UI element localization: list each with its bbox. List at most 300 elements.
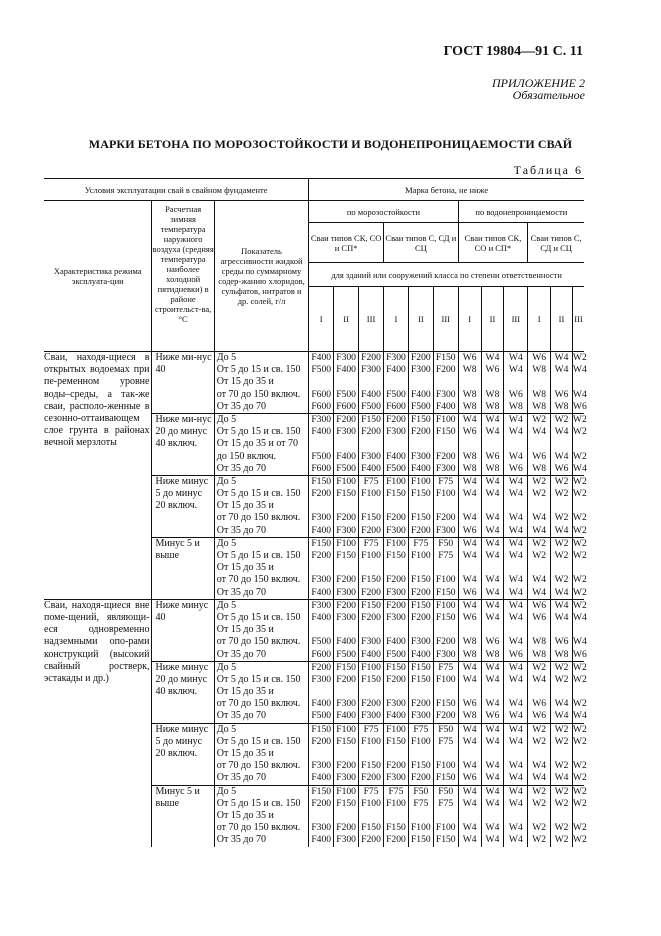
grade-value: W2	[532, 785, 547, 797]
grade-value: F150	[410, 512, 431, 524]
grade-value: W4	[462, 785, 477, 797]
grade-value: W4	[508, 475, 523, 487]
grade-value: F400	[311, 426, 332, 438]
grade-value: W4	[554, 710, 569, 722]
grade-value: F300	[361, 450, 381, 462]
grade-value: F75	[363, 723, 379, 735]
grade-value: W8	[462, 710, 477, 722]
grade-cell	[433, 352, 458, 414]
grade-value: W2	[532, 537, 547, 549]
frost-header: по морозостойкости	[309, 201, 458, 223]
grade-value: F500	[311, 710, 332, 722]
grade-value: F100	[386, 723, 406, 735]
grade-value: F200	[336, 760, 356, 772]
frost-type-b-header: Сваи типов С, СД и СЦ	[383, 223, 458, 263]
grade-value: F300	[386, 352, 406, 363]
grade-value: W4	[554, 599, 569, 611]
grade-cell	[433, 599, 458, 661]
grade-value: W4	[532, 574, 547, 586]
grade-value: F100	[435, 488, 456, 500]
grade-cell	[481, 475, 504, 537]
grade-value: F100	[435, 599, 456, 611]
indicator-line: от 70 до 150 включ.	[216, 636, 301, 648]
grade-value: W4	[485, 475, 500, 487]
grade-value: F300	[311, 822, 332, 834]
grade-cell	[309, 352, 334, 414]
grade-value: W6	[485, 710, 500, 722]
grade-value: F100	[435, 822, 456, 834]
grade-value: F150	[386, 550, 406, 561]
grade-table	[44, 178, 587, 847]
grade-value: F200	[311, 550, 332, 561]
indicator-line: От 5 до 15 и св. 150	[216, 797, 301, 809]
grade-value: F200	[361, 611, 381, 623]
grade-value: F200	[386, 599, 406, 611]
appendix-title: ПРИЛОЖЕНИЕ 2	[492, 76, 585, 90]
grade-value: F500	[386, 648, 406, 660]
grade-value: W6	[572, 400, 587, 412]
grade-value: F300	[336, 524, 356, 536]
grade-value: F300	[336, 834, 356, 846]
grade-value: W4	[462, 475, 477, 487]
grade-value: W8	[508, 400, 523, 412]
grade-value: W6	[508, 648, 523, 660]
conditions-header: Условия эксплуатации свай в свайном фундаменте	[44, 179, 309, 201]
grade-cell	[528, 723, 551, 785]
grade-value: W2	[532, 550, 547, 561]
temperature-header: Расчетная зимняя температура наружного воздуха (средняя температура наиболее холодной пятидневки) в районе строительст-ва, °С	[152, 201, 214, 352]
grade-cell	[528, 785, 551, 846]
indicator-line: До 5	[216, 475, 237, 487]
grade-value: W4	[462, 673, 477, 685]
grade-value: W4	[508, 636, 523, 648]
grade-value: W4	[485, 698, 500, 710]
grade-value: F500	[311, 450, 332, 462]
grade-value: W2	[572, 475, 587, 487]
grade-value: F200	[435, 636, 456, 648]
indicator-line: от 70 до 150 включ.	[216, 760, 301, 772]
grade-value: F200	[410, 586, 431, 598]
grade-value: F150	[410, 413, 431, 425]
indicator-line: От 15 до 35 и от 70	[216, 438, 299, 450]
grade-cell	[359, 599, 384, 661]
grade-cell	[504, 723, 528, 785]
grade-cell	[551, 352, 573, 414]
grade-value: W4	[462, 834, 477, 846]
grade-cell	[572, 661, 587, 723]
grade-value: W2	[572, 537, 587, 549]
appendix-label	[492, 77, 585, 101]
grade-value: W4	[485, 413, 500, 425]
grade-value: F400	[336, 364, 356, 376]
grade-header: Марка бетона, не ниже	[309, 179, 584, 201]
grade-cell	[528, 475, 551, 537]
grade-cell	[383, 599, 408, 661]
grade-value: W4	[462, 735, 477, 747]
grade-value: F150	[361, 673, 381, 685]
grade-value: F600	[336, 400, 356, 412]
grade-value: F200	[386, 574, 406, 586]
grade-value: W8	[462, 462, 477, 474]
grade-value: W4	[485, 834, 500, 846]
grade-value: W4	[508, 450, 523, 462]
grade-value: F75	[388, 785, 404, 797]
grade-value: W4	[532, 524, 547, 536]
grade-cell	[408, 475, 433, 537]
grade-value: W2	[572, 698, 587, 710]
grade-value: F400	[311, 586, 332, 598]
grade-value: F150	[435, 772, 456, 784]
grade-value: F75	[413, 723, 429, 735]
grade-value: W8	[532, 636, 547, 648]
grade-cell	[309, 537, 334, 599]
grade-cell	[383, 723, 408, 785]
grade-value: W6	[462, 772, 477, 784]
grade-cell	[309, 785, 334, 846]
grade-value: W4	[485, 524, 500, 536]
grade-value: W6	[462, 586, 477, 598]
grade-value: W8	[554, 648, 569, 660]
grade-value: W4	[485, 426, 500, 438]
indicator-line: От 5 до 15 и св. 150	[216, 364, 301, 376]
grade-value: F400	[336, 450, 356, 462]
grade-value: F400	[361, 648, 381, 660]
grade-value: W4	[572, 710, 587, 722]
grade-value: W6	[508, 388, 523, 400]
grade-value: W2	[532, 661, 547, 673]
grade-value: W6	[532, 611, 547, 623]
temperature-cell: Ниже ми-нус 20 до минус 40 включ.	[152, 413, 214, 475]
class-label: II	[481, 287, 504, 351]
grade-value: F400	[311, 352, 332, 363]
grade-value: W4	[485, 772, 500, 784]
class-label: I	[528, 287, 551, 351]
grade-value: W4	[508, 735, 523, 747]
grade-value: W2	[554, 735, 569, 747]
grade-value: W6	[462, 611, 477, 623]
grade-value: W4	[508, 599, 523, 611]
grade-value: F150	[435, 426, 456, 438]
class-label: III	[504, 287, 528, 351]
grade-value: W4	[508, 710, 523, 722]
frost-type-a-header: Сваи типов СК, СО и СП*	[309, 223, 384, 263]
grade-value: F75	[438, 797, 454, 809]
grade-cell	[433, 661, 458, 723]
indicator-line: До 5	[216, 537, 237, 549]
grade-cell	[551, 475, 573, 537]
indicator-cell	[214, 475, 308, 537]
grade-value: F200	[361, 772, 381, 784]
grade-cell	[504, 661, 528, 723]
grade-value: W4	[508, 488, 523, 500]
grade-value: F500	[361, 400, 381, 412]
grade-value: W2	[554, 760, 569, 772]
grade-value: W4	[508, 797, 523, 809]
grade-cell	[572, 723, 587, 785]
grade-value: F300	[435, 388, 456, 400]
grade-cell	[408, 537, 433, 599]
indicator-line: От 15 до 35 и	[216, 562, 274, 574]
grade-value: F150	[336, 735, 356, 747]
grade-value: F150	[435, 611, 456, 623]
grade-value: F300	[311, 599, 332, 611]
grade-value: F100	[410, 550, 431, 561]
grade-cell	[359, 785, 384, 846]
grade-value: W4	[485, 488, 500, 500]
grade-value: W2	[554, 574, 569, 586]
grade-value: F200	[361, 426, 381, 438]
grade-value: W4	[508, 524, 523, 536]
grade-value: W4	[508, 834, 523, 846]
grade-value: F200	[361, 524, 381, 536]
grade-cell	[359, 475, 384, 537]
grade-value: F100	[386, 475, 406, 487]
grade-value: F200	[435, 450, 456, 462]
grade-value: F600	[311, 400, 332, 412]
grade-value: W4	[462, 413, 477, 425]
grade-value: F300	[386, 426, 406, 438]
grade-value: F300	[336, 352, 356, 363]
grade-value: W4	[485, 611, 500, 623]
grade-value: W4	[508, 673, 523, 685]
grade-value: W2	[554, 723, 569, 735]
temperature-cell: Минус 5 и выше	[152, 785, 214, 846]
grade-value: F300	[410, 636, 431, 648]
grade-value: F150	[361, 760, 381, 772]
indicator-line: До 5	[216, 413, 237, 425]
grade-value: F200	[435, 512, 456, 524]
grade-cell	[334, 599, 359, 661]
grade-value: W4	[508, 413, 523, 425]
grade-value: F500	[336, 648, 356, 660]
grade-value: W2	[554, 512, 569, 524]
grade-value: F500	[336, 462, 356, 474]
grade-cell	[359, 537, 384, 599]
grade-value: F75	[363, 537, 379, 549]
grade-value: F200	[410, 611, 431, 623]
grade-value: F300	[386, 772, 406, 784]
grade-value: F100	[361, 661, 381, 673]
grade-value: F200	[410, 352, 431, 363]
grade-value: W8	[462, 636, 477, 648]
grade-value: W2	[554, 785, 569, 797]
grade-value: W8	[462, 364, 477, 376]
grade-value: F150	[336, 488, 356, 500]
grade-value: F300	[435, 462, 456, 474]
grade-value: F200	[336, 413, 356, 425]
grade-value: F100	[435, 760, 456, 772]
grade-value: W4	[572, 462, 587, 474]
grade-value: W4	[462, 797, 477, 809]
grade-value: F200	[311, 661, 332, 673]
grade-cell	[383, 537, 408, 599]
grade-value: W2	[572, 488, 587, 500]
grade-value: W4	[462, 550, 477, 561]
grade-value: W6	[572, 648, 587, 660]
grade-cell	[572, 599, 587, 661]
grade-cell	[504, 475, 528, 537]
grade-cell	[572, 537, 587, 599]
grade-value: W4	[485, 586, 500, 598]
grade-value: W4	[462, 661, 477, 673]
grade-cell	[408, 785, 433, 846]
grade-value: F150	[410, 661, 431, 673]
grade-cell	[408, 352, 433, 414]
grade-value: F100	[410, 735, 431, 747]
indicator-line: От 5 до 15 и св. 150	[216, 735, 301, 747]
grade-value: F400	[410, 648, 431, 660]
indicator-line: От 35 до 70	[216, 400, 266, 412]
grade-value: W2	[554, 537, 569, 549]
grade-value: W8	[462, 648, 477, 660]
grade-value: F150	[435, 834, 456, 846]
grade-value: W4	[462, 488, 477, 500]
grade-value: W4	[508, 537, 523, 549]
indicator-line: До 5	[216, 599, 237, 611]
grade-value: F400	[336, 710, 356, 722]
grade-value: W8	[485, 388, 500, 400]
grade-value: F300	[410, 450, 431, 462]
grade-cell	[528, 661, 551, 723]
grade-value: W4	[532, 760, 547, 772]
grade-value: F150	[386, 735, 406, 747]
indicator-line: от 70 до 150 включ.	[216, 574, 301, 586]
grade-value: W6	[485, 636, 500, 648]
grade-value: F150	[336, 550, 356, 561]
grade-value: F300	[435, 648, 456, 660]
grade-value: W4	[462, 760, 477, 772]
grade-cell	[458, 785, 481, 846]
grade-value: F75	[363, 475, 379, 487]
grade-value: W6	[485, 450, 500, 462]
grade-value: W2	[572, 450, 587, 462]
grade-value: F50	[438, 723, 454, 735]
indicator-line: От 35 до 70	[216, 834, 266, 846]
grade-value: F200	[361, 586, 381, 598]
grade-value: F300	[386, 524, 406, 536]
grade-cell	[359, 352, 384, 414]
class-label: III	[572, 287, 584, 351]
grade-value: W2	[572, 512, 587, 524]
grade-value: F150	[361, 822, 381, 834]
grade-value: F400	[311, 698, 332, 710]
grade-value: F200	[410, 426, 431, 438]
grade-value: F50	[438, 785, 454, 797]
characteristic-header: Характеристика режима эксплуата-ции	[44, 201, 152, 352]
grade-value: W4	[508, 611, 523, 623]
indicator-line: От 35 до 70	[216, 462, 266, 474]
grade-cell	[309, 413, 334, 475]
temperature-cell: Ниже ми-нус 40	[152, 352, 214, 414]
indicator-line: До 5	[216, 661, 237, 673]
grade-value: W8	[485, 648, 500, 660]
grade-value: F300	[410, 364, 431, 376]
grade-value: W4	[485, 797, 500, 809]
grade-value: W8	[462, 400, 477, 412]
grade-cell	[359, 723, 384, 785]
grade-value: W6	[554, 636, 569, 648]
grade-value: W4	[554, 450, 569, 462]
grade-cell	[408, 413, 433, 475]
grade-value: W4	[462, 599, 477, 611]
grade-value: W4	[485, 785, 500, 797]
grade-value: W6	[532, 450, 547, 462]
grade-value: F200	[410, 524, 431, 536]
class-label: III	[433, 287, 458, 351]
grade-cell	[572, 352, 587, 414]
grade-value: W2	[554, 822, 569, 834]
grade-value: W4	[508, 772, 523, 784]
grade-value: W8	[485, 400, 500, 412]
grade-value: F150	[336, 797, 356, 809]
grade-value: W4	[508, 822, 523, 834]
grade-cell	[458, 661, 481, 723]
grade-value: W4	[508, 723, 523, 735]
grade-value: W6	[462, 698, 477, 710]
grade-cell	[458, 475, 481, 537]
grade-cell	[334, 537, 359, 599]
grade-value: W2	[572, 797, 587, 809]
grade-cell	[551, 723, 573, 785]
grade-value: F200	[311, 797, 332, 809]
grade-value: W4	[554, 772, 569, 784]
grade-value: W4	[554, 426, 569, 438]
temperature-cell: Ниже минус 40	[152, 599, 214, 661]
grade-value: W8	[532, 462, 547, 474]
indicator-line: От 35 до 70	[216, 524, 266, 536]
grade-value: F150	[435, 698, 456, 710]
grade-value: F200	[311, 735, 332, 747]
grade-value: W4	[532, 586, 547, 598]
document-header: ГОСТ 19804—91 С. 11	[443, 44, 583, 59]
indicator-line: От 35 до 70	[216, 648, 266, 660]
grade-value: F300	[386, 586, 406, 598]
grade-value: W4	[485, 673, 500, 685]
grade-value: F400	[311, 772, 332, 784]
grade-value: F300	[336, 611, 356, 623]
grade-value: F75	[363, 785, 379, 797]
grade-cell	[504, 785, 528, 846]
grade-cell	[481, 599, 504, 661]
grade-value: F200	[336, 599, 356, 611]
grade-value: W4	[508, 364, 523, 376]
grade-cell	[334, 785, 359, 846]
grade-value: W4	[485, 599, 500, 611]
class-label: I	[309, 287, 334, 351]
indicator-line: От 15 до 35 и	[216, 748, 274, 759]
grade-value: W4	[485, 723, 500, 735]
class-label: I	[383, 287, 408, 351]
indicator-cell	[214, 661, 308, 723]
grade-value: W2	[572, 760, 587, 772]
grade-value: F150	[361, 512, 381, 524]
grade-cell	[334, 661, 359, 723]
grade-value: F100	[361, 488, 381, 500]
grade-value: F400	[435, 400, 456, 412]
grade-value: W2	[572, 413, 587, 425]
grade-value: F400	[361, 388, 381, 400]
temperature-cell: Ниже минус 5 до минус 20 включ.	[152, 475, 214, 537]
grade-value: F150	[386, 661, 406, 673]
grade-value: W2	[532, 735, 547, 747]
grade-value: F600	[311, 462, 332, 474]
grade-value: W8	[485, 462, 500, 474]
grade-value: W2	[554, 550, 569, 561]
grade-cell	[433, 537, 458, 599]
grade-value: F600	[311, 648, 332, 660]
grade-value: F100	[386, 797, 406, 809]
grade-value: F300	[311, 760, 332, 772]
